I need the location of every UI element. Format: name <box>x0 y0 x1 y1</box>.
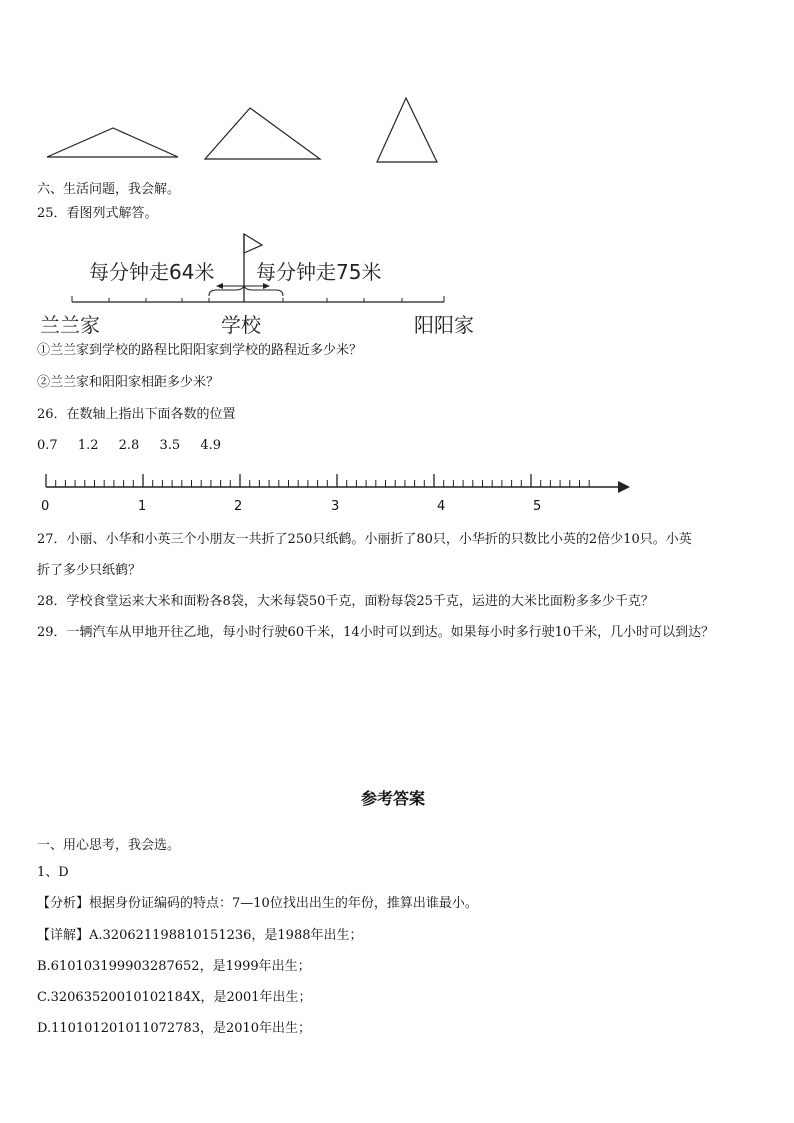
answer-detail-c: C.32063520010102184X，是2001年出生； <box>37 990 312 1005</box>
q25-sub2: ②兰兰家和阳阳家相距多少米？ <box>37 375 220 390</box>
left-speed-label: 每分钟走64米 <box>89 260 215 284</box>
axis-label-5: 5 <box>533 499 542 514</box>
q26-numbers <box>37 438 221 454</box>
place-yangyang: 阳阳家 <box>414 313 474 337</box>
section-six-heading: 六、生活问题，我会解。 <box>37 182 181 197</box>
axis-label-2: 2 <box>234 499 243 514</box>
triangle-acute <box>377 98 437 162</box>
number-item: 4.9 <box>200 438 221 453</box>
q29-text: 29．一辆汽车从甲地开往乙地，每小时行驶60千米，14小时可以到达。如果每小时多行驶10千米，几小时可以到达？ <box>37 625 715 640</box>
triangle-obtuse <box>47 128 178 157</box>
number-item: 2.8 <box>118 438 140 453</box>
q26-prompt: 26．在数轴上指出下面各数的位置 <box>37 407 236 422</box>
answer-detail-d: D.110101201011072783，是2010年出生； <box>37 1021 312 1036</box>
answer-1: 1、D <box>37 865 69 880</box>
answer-detail-a: 【详解】A.320621198810151236，是1988年出生； <box>37 928 363 943</box>
q27-line1: 27．小丽、小华和小英三个小朋友一共折了250只纸鹤。小丽折了80只，小华折的只数比小英的2倍少10只。小英 <box>37 532 692 547</box>
q25-prompt: 25．看图列式解答。 <box>37 206 158 221</box>
answers-section1: 一、用心思考，我会选。 <box>37 838 181 853</box>
q25-sub1: ①兰兰家到学校的路程比阳阳家到学校的路程近多少米？ <box>37 343 363 358</box>
answers-title: 参考答案 <box>361 789 426 808</box>
number-item: 1.2 <box>77 438 99 453</box>
number-line <box>46 474 630 493</box>
right-speed-label: 每分钟走75米 <box>256 260 382 284</box>
axis-label-1: 1 <box>138 499 147 514</box>
axis-label-4: 4 <box>437 499 446 514</box>
q27-line2: 折了多少只纸鹤？ <box>37 563 142 578</box>
axis-label-3: 3 <box>331 499 340 514</box>
answer-detail-b: B.610103199903287652，是1999年出生； <box>37 959 311 974</box>
place-school: 学校 <box>221 313 261 337</box>
arrow-right-icon <box>618 481 630 493</box>
number-item: 0.7 <box>37 438 58 453</box>
axis-label-0: 0 <box>41 499 50 514</box>
number-item: 3.5 <box>159 438 181 453</box>
triangle-right <box>205 108 320 159</box>
q28-text: 28．学校食堂运来大米和面粉各8袋，大米每袋50千克，面粉每袋25千克，运进的大米比面粉多多少千克？ <box>37 594 654 609</box>
place-lanlan: 兰兰家 <box>40 313 100 337</box>
answer-analysis: 【分析】根据身份证编码的特点：7—10位找出出生的年份，推算出谁最小。 <box>37 896 478 911</box>
